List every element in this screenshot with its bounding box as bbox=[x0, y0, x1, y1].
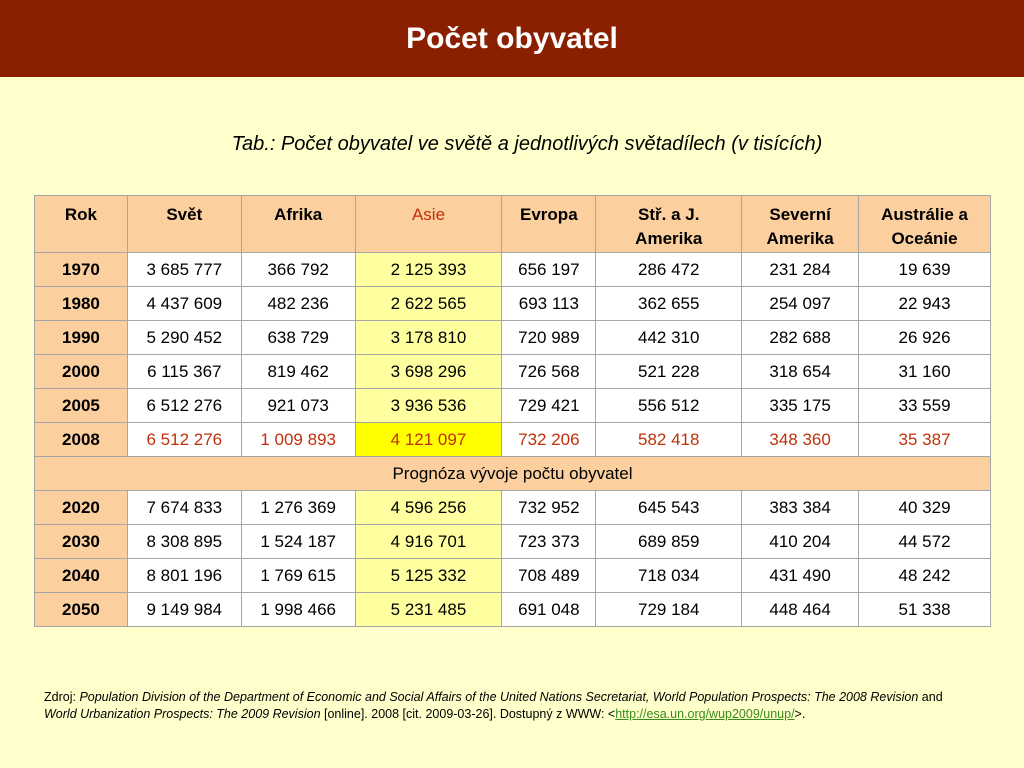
cell-str-j-amerika: 729 184 bbox=[596, 593, 742, 627]
cell-severni-amerika: 254 097 bbox=[742, 287, 859, 321]
source-rest: [online]. 2008 [cit. 2009-03-26]. Dostupný z WWW: < bbox=[320, 707, 616, 721]
cell-afrika: 1 769 615 bbox=[241, 559, 355, 593]
cell-evropa: 720 989 bbox=[502, 321, 596, 355]
cell-rok: 2008 bbox=[35, 423, 128, 457]
header-australie-line1: Austrálie a bbox=[881, 205, 968, 224]
cell-str-j-amerika: 689 859 bbox=[596, 525, 742, 559]
cell-severni-amerika: 383 384 bbox=[742, 491, 859, 525]
header-str-j-amerika bbox=[596, 196, 742, 253]
header-str-j-amerika-line2: Amerika bbox=[635, 229, 703, 248]
table-row bbox=[35, 593, 991, 627]
source-suffix: >. bbox=[794, 707, 806, 721]
table-caption: Tab.: Počet obyvatel ve světě a jednotlivých světadílech (v tisících) bbox=[231, 133, 823, 155]
cell-asie: 3 178 810 bbox=[355, 321, 502, 355]
cell-svet: 6 512 276 bbox=[127, 389, 241, 423]
source-note bbox=[44, 689, 964, 723]
cell-asie: 5 231 485 bbox=[355, 593, 502, 627]
cell-afrika: 1 524 187 bbox=[241, 525, 355, 559]
cell-severni-amerika: 282 688 bbox=[742, 321, 859, 355]
cell-australie: 40 329 bbox=[859, 491, 991, 525]
cell-afrika: 921 073 bbox=[241, 389, 355, 423]
cell-evropa: 691 048 bbox=[502, 593, 596, 627]
cell-rok: 2020 bbox=[35, 491, 128, 525]
table-row bbox=[35, 321, 991, 355]
cell-australie: 26 926 bbox=[859, 321, 991, 355]
forecast-row bbox=[35, 457, 991, 491]
cell-asie: 4 596 256 bbox=[355, 491, 502, 525]
source-title-2: World Urbanization Prospects: The 2009 Revision bbox=[44, 707, 321, 721]
source-link[interactable]: http://esa.un.org/wup2009/unup/ bbox=[615, 707, 795, 721]
cell-asie: 2 125 393 bbox=[355, 253, 502, 287]
cell-rok: 1990 bbox=[35, 321, 128, 355]
cell-str-j-amerika: 521 228 bbox=[596, 355, 742, 389]
cell-asie: 4 121 097 bbox=[355, 423, 502, 457]
source-prefix: Zdroj: bbox=[44, 690, 80, 704]
cell-australie: 31 160 bbox=[859, 355, 991, 389]
header-severni-amerika-line1: Severní bbox=[769, 205, 831, 224]
header-evropa: Evropa bbox=[502, 196, 596, 253]
cell-rok: 2030 bbox=[35, 525, 128, 559]
cell-svet: 6 512 276 bbox=[127, 423, 241, 457]
cell-severni-amerika: 410 204 bbox=[742, 525, 859, 559]
cell-evropa: 729 421 bbox=[502, 389, 596, 423]
cell-asie: 5 125 332 bbox=[355, 559, 502, 593]
cell-svet: 8 308 895 bbox=[127, 525, 241, 559]
table-header-row bbox=[35, 196, 991, 253]
cell-str-j-amerika: 556 512 bbox=[596, 389, 742, 423]
cell-asie: 4 916 701 bbox=[355, 525, 502, 559]
cell-afrika: 638 729 bbox=[241, 321, 355, 355]
cell-severni-amerika: 348 360 bbox=[742, 423, 859, 457]
cell-str-j-amerika: 442 310 bbox=[596, 321, 742, 355]
cell-australie: 44 572 bbox=[859, 525, 991, 559]
header-asie: Asie bbox=[355, 196, 502, 253]
cell-svet: 7 674 833 bbox=[127, 491, 241, 525]
cell-afrika: 1 998 466 bbox=[241, 593, 355, 627]
cell-evropa: 656 197 bbox=[502, 253, 596, 287]
cell-rok: 1980 bbox=[35, 287, 128, 321]
table-row bbox=[35, 559, 991, 593]
header-rok: Rok bbox=[35, 196, 128, 253]
forecast-label: Prognóza vývoje počtu obyvatel bbox=[35, 457, 991, 491]
header-severni-amerika bbox=[742, 196, 859, 253]
cell-svet: 3 685 777 bbox=[127, 253, 241, 287]
header-svet: Svět bbox=[127, 196, 241, 253]
header-severni-amerika-line2: Amerika bbox=[766, 229, 834, 248]
cell-str-j-amerika: 718 034 bbox=[596, 559, 742, 593]
cell-afrika: 1 009 893 bbox=[241, 423, 355, 457]
cell-australie: 33 559 bbox=[859, 389, 991, 423]
cell-severni-amerika: 335 175 bbox=[742, 389, 859, 423]
cell-rok: 2050 bbox=[35, 593, 128, 627]
cell-australie: 51 338 bbox=[859, 593, 991, 627]
cell-svet: 4 437 609 bbox=[127, 287, 241, 321]
cell-afrika: 482 236 bbox=[241, 287, 355, 321]
cell-asie: 3 698 296 bbox=[355, 355, 502, 389]
table-row bbox=[35, 491, 991, 525]
cell-svet: 5 290 452 bbox=[127, 321, 241, 355]
table-row bbox=[35, 525, 991, 559]
cell-afrika: 819 462 bbox=[241, 355, 355, 389]
source-and: and bbox=[918, 690, 943, 704]
header-afrika: Afrika bbox=[241, 196, 355, 253]
cell-rok: 2000 bbox=[35, 355, 128, 389]
cell-rok: 2005 bbox=[35, 389, 128, 423]
cell-rok: 2040 bbox=[35, 559, 128, 593]
cell-rok: 1970 bbox=[35, 253, 128, 287]
cell-asie: 2 622 565 bbox=[355, 287, 502, 321]
cell-asie: 3 936 536 bbox=[355, 389, 502, 423]
cell-evropa: 693 113 bbox=[502, 287, 596, 321]
page-title: Počet obyvatel bbox=[406, 21, 618, 55]
cell-severni-amerika: 448 464 bbox=[742, 593, 859, 627]
cell-str-j-amerika: 286 472 bbox=[596, 253, 742, 287]
header-australie bbox=[859, 196, 991, 253]
header-str-j-amerika-line1: Stř. a J. bbox=[638, 205, 700, 224]
cell-evropa: 732 952 bbox=[502, 491, 596, 525]
cell-severni-amerika: 231 284 bbox=[742, 253, 859, 287]
cell-afrika: 1 276 369 bbox=[241, 491, 355, 525]
source-title-1: Population Division of the Department of Economic and Social Affairs of the United Nations Secretariat, World Population Prospects: The 2008 Revision bbox=[79, 690, 919, 704]
header-australie-line2: Oceánie bbox=[891, 229, 958, 248]
table-row bbox=[35, 355, 991, 389]
cell-str-j-amerika: 582 418 bbox=[596, 423, 742, 457]
cell-evropa: 726 568 bbox=[502, 355, 596, 389]
cell-australie: 48 242 bbox=[859, 559, 991, 593]
cell-svet: 6 115 367 bbox=[127, 355, 241, 389]
cell-str-j-amerika: 645 543 bbox=[596, 491, 742, 525]
cell-severni-amerika: 318 654 bbox=[742, 355, 859, 389]
cell-afrika: 366 792 bbox=[241, 253, 355, 287]
cell-str-j-amerika: 362 655 bbox=[596, 287, 742, 321]
cell-australie: 19 639 bbox=[859, 253, 991, 287]
cell-australie: 35 387 bbox=[859, 423, 991, 457]
table-body bbox=[35, 253, 991, 627]
cell-australie: 22 943 bbox=[859, 287, 991, 321]
cell-svet: 9 149 984 bbox=[127, 593, 241, 627]
cell-evropa: 723 373 bbox=[502, 525, 596, 559]
table-row bbox=[35, 253, 991, 287]
table-row bbox=[35, 423, 991, 457]
population-table bbox=[34, 195, 991, 627]
table-row bbox=[35, 287, 991, 321]
table-row bbox=[35, 389, 991, 423]
cell-svet: 8 801 196 bbox=[127, 559, 241, 593]
cell-severni-amerika: 431 490 bbox=[742, 559, 859, 593]
cell-evropa: 732 206 bbox=[502, 423, 596, 457]
cell-evropa: 708 489 bbox=[502, 559, 596, 593]
title-bar bbox=[0, 0, 1024, 77]
